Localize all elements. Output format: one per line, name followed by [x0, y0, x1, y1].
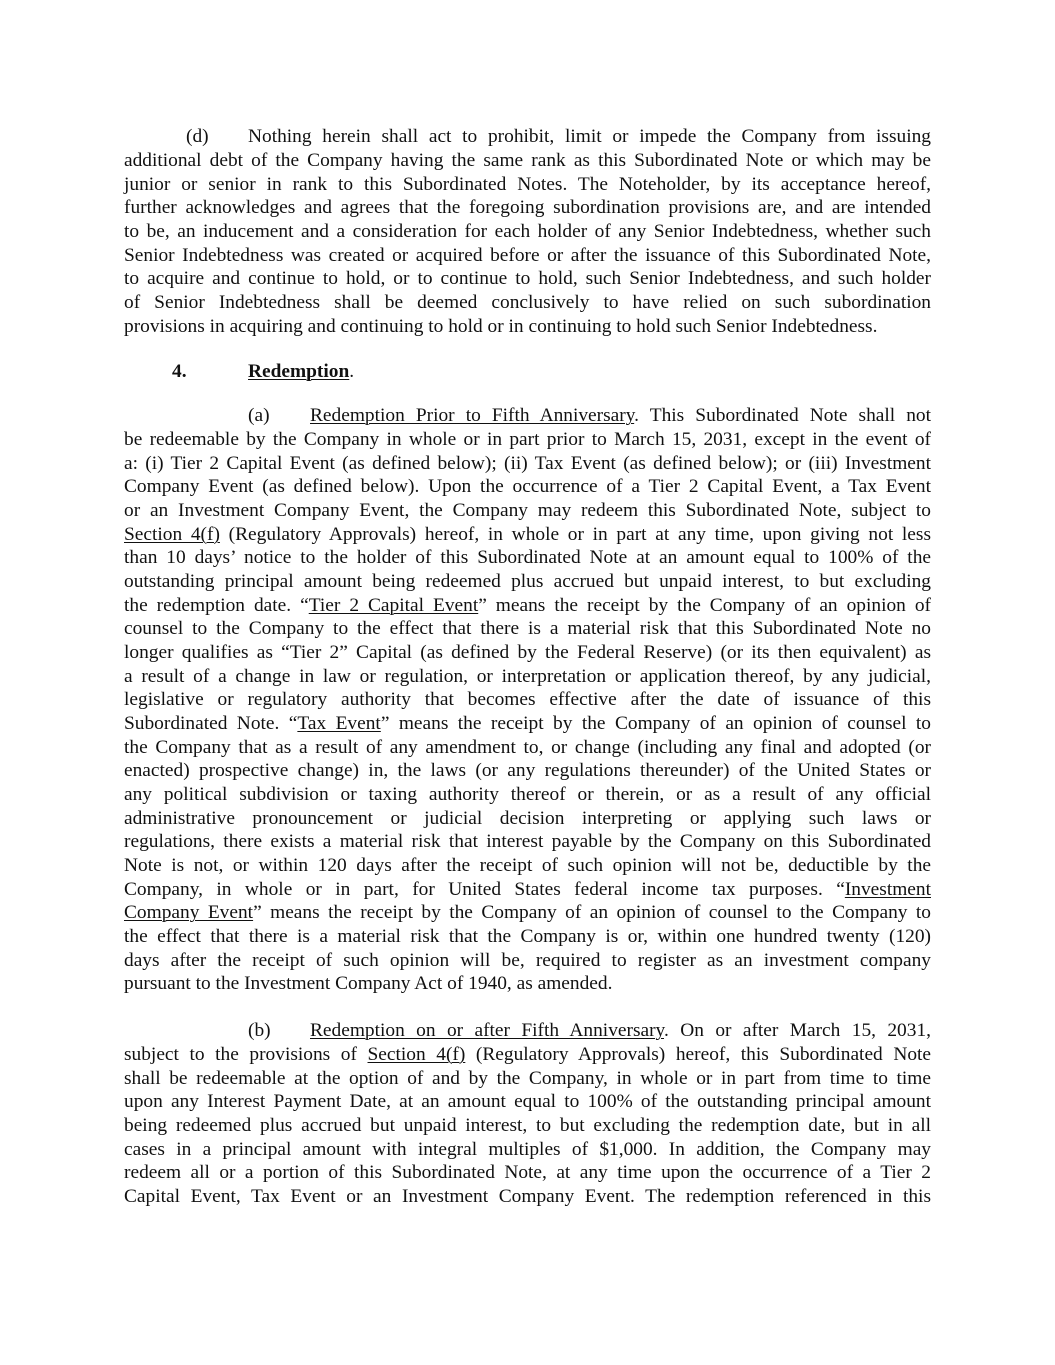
paragraph-b-heading: Redemption on or after Fifth Anniversary: [310, 1020, 664, 1041]
section-title: Redemption: [248, 361, 350, 382]
paragraph-a-line: Company, in whole or in part, for United States federal income tax purposes. “Investment: [124, 879, 931, 900]
paragraph-a-line: than 10 days’ notice to the holder of this Subordinated Note at an amount equal to 100% of the: [124, 547, 931, 568]
paragraph-a-line: Company Event” means the receipt by the Company of an opinion of counsel to the Company to: [124, 902, 931, 923]
paragraph-a-line: Subordinated Note. “Tax Event” means the receipt by the Company of an opinion of counsel to: [124, 713, 931, 734]
paragraph-a-line: regulations, there exists a material risk that interest payable by the Company on this Subordinated: [124, 831, 931, 852]
paragraph-d-line: of Senior Indebtedness shall be deemed conclusively to have relied on such subordination: [124, 292, 931, 313]
paragraph-d-line: further acknowledges and agrees that the foregoing subordination provisions are, and are intended: [124, 197, 931, 218]
section-4f-reference: Section 4(f): [124, 524, 220, 545]
paragraph-a-line: a: (i) Tier 2 Capital Event (as defined below); (ii) Tax Event (as defined below); or (iii) Investment: [124, 453, 931, 474]
paragraph-a-line: (a) Redemption Prior to Fifth Anniversary. This Subordinated Note shall not: [248, 405, 931, 426]
paragraph-b-line: being redeemed plus accrued but unpaid interest, to but excluding the redemption date, but in all: [124, 1115, 931, 1136]
paragraph-d-line: provisions in acquiring and continuing to hold or in continuing to hold such Senior Indebtedness.: [124, 316, 878, 337]
paragraph-a-line: the Company that as a result of any amendment to, or change (including any final and adopted (or: [124, 737, 931, 758]
paragraph-a-line: the effect that there is a material risk that the Company is or, within one hundred twenty (120): [124, 926, 931, 947]
paragraph-b-line: subject to the provisions of Section 4(f) (Regulatory Approvals) hereof, this Subordinated Note: [124, 1044, 932, 1065]
paragraph-a-line: pursuant to the Investment Company Act of 1940, as amended.: [124, 973, 613, 994]
paragraph-b-line: cases in a principal amount with integral multiples of $1,000. In addition, the Company may: [124, 1139, 931, 1160]
paragraph-a-line: Company Event (as defined below). Upon the occurrence of a Tier 2 Capital Event, a Tax Event: [124, 476, 931, 497]
defined-term-investment-company-event-cont: Company Event: [124, 902, 254, 923]
paragraph-b-label: (b): [248, 1020, 271, 1041]
paragraph-a-line: any political subdivision or taxing authority thereof or therein, or as a result of any official: [124, 784, 931, 805]
paragraph-d-line: to acquire and continue to hold, or to continue to hold, such Senior Indebtedness, and such holder: [124, 268, 931, 289]
defined-term-tax-event: Tax Event: [297, 713, 381, 734]
paragraph-b-line: shall be redeemable at the option of and by the Company, in whole or in part from time to time: [124, 1068, 931, 1089]
section-number: 4.: [172, 361, 187, 382]
paragraph-d-line: additional debt of the Company having the same rank as this Subordinated Note or which may be: [124, 150, 931, 171]
paragraph-d-label: (d): [186, 126, 209, 147]
paragraph-a-line: enacted) prospective change) in, the laws (or any regulations thereunder) of the United States or: [124, 760, 931, 781]
paragraph-a-line: Section 4(f) (Regulatory Approvals) hereof, in whole or in part at any time, upon giving not less: [124, 524, 931, 545]
paragraph-a-line: legislative or regulatory authority that becomes effective after the date of issuance of this: [124, 689, 931, 710]
paragraph-a-line: outstanding principal amount being redeemed plus accrued but unpaid interest, to but excluding: [124, 571, 931, 592]
paragraph-d-line: to be, an inducement and a consideration for each holder of any Senior Indebtedness, whether such: [124, 221, 931, 242]
defined-term-tier2: Tier 2 Capital Event: [308, 595, 479, 616]
paragraph-a-line: be redeemable by the Company in whole or in part prior to March 15, 2031, except in the event of: [124, 429, 931, 450]
paragraph-b-line: Capital Event, Tax Event or an Investment Company Event. The redemption referenced in this: [124, 1186, 931, 1207]
paragraph-a-line: Note is not, or within 120 days after the receipt of such opinion will not be, deductible by the: [124, 855, 931, 876]
paragraph-d-line: Senior Indebtedness was created or acquired before or after the issuance of this Subordinated Note,: [124, 245, 931, 266]
paragraph-a-line: or an Investment Company Event, the Company may redeem this Subordinated Note, subject to: [124, 500, 931, 521]
section-heading: 4. Redemption.: [172, 361, 355, 382]
paragraph-b-line: redeem all or a portion of this Subordinated Note, at any time upon the occurrence of a Tier 2: [124, 1162, 931, 1183]
paragraph-a-line: counsel to the Company to the effect that there is a material risk that this Subordinated Note no: [124, 618, 931, 639]
section-4f-reference: Section 4(f): [367, 1044, 466, 1065]
paragraph-b-line: upon any Interest Payment Date, at an amount equal to 100% of the outstanding principal amount: [124, 1091, 931, 1112]
paragraph-a-line: days after the receipt of such opinion will be, required to register as an investment company: [124, 950, 931, 971]
paragraph-d-line: (d) Nothing herein shall act to prohibit, limit or impede the Company from issuing: [186, 126, 931, 147]
paragraph-a-line: a result of a change in law or regulation, or interpretation or application thereof, by any judicial,: [124, 666, 931, 687]
paragraph-a-line: administrative pronouncement or judicial decision interpreting or applying such laws or: [124, 808, 931, 829]
paragraph-a-line: longer qualifies as “Tier 2” Capital (as defined by the Federal Reserve) (or its then equivalent) as: [124, 642, 931, 663]
paragraph-d-line: junior or senior in rank to this Subordinated Notes. The Noteholder, by its acceptance hereof,: [124, 174, 931, 195]
paragraph-a-heading: Redemption Prior to Fifth Anniversary: [310, 405, 635, 426]
paragraph-a-line: the redemption date. “Tier 2 Capital Event” means the receipt by the Company of an opinion of: [124, 595, 931, 616]
paragraph-b-line: (b) Redemption on or after Fifth Anniversary. On or after March 15, 2031,: [248, 1020, 931, 1041]
paragraph-a-label: (a): [248, 405, 270, 426]
defined-term-investment-company-event: Investment: [844, 879, 931, 900]
